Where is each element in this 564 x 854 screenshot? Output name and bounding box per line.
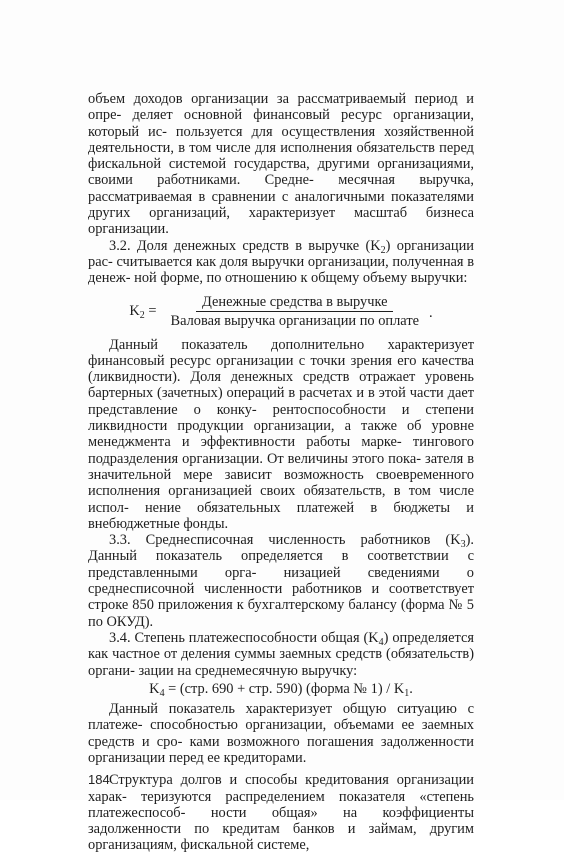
body-text [88, 91, 474, 854]
paragraph-section-3-3: 3.3. Среднесписочная численность работников $(K_3)$. Данный показатель определяется в соответствии с представленными орга- низацией сведениями о среднесписочной численности работников и соответствует строке 850 приложения к бухгалтерскому балансу (форма № 5 по ОКУД). [88, 532, 474, 630]
formula-k2-numerator: Денежные средства в выручке [196, 294, 393, 312]
formula-k2 [88, 292, 474, 332]
page-number: 184 [88, 772, 110, 787]
paragraph-section-3-2: 3.2. Доля денежных средств в выручке $(K_2)$ организации рас- считывается как доля выручки организации, полученная в денеж- ной форме, по отношению к общему объему выручки: [88, 237, 475, 287]
formula-k2-period: . [429, 305, 433, 322]
paragraph-k4-explanation: Данный показатель характеризует общую ситуацию с платеже- способностью организации, объемами ее заемных средств и сро- ками возможного погашения задолженности организации перед ее кредиторами. [88, 701, 474, 766]
formula-k2-denominator: Валовая выручка организации по оплате [170, 313, 419, 330]
paragraph-debt-structure: Структура долгов и способы кредитования организации харак- теризуются распределением показателя «степень платежеспособ- ности общая» на коэффициенты задолженности по кредитам банков и займам, другим организациям, фискальной системе, [88, 772, 474, 854]
formula-k4: $K_4 = (стр$. 690 + стр. 590) (форма № $1) / K_1$. [149, 680, 413, 699]
formula-k2-fraction [165, 294, 425, 330]
formula-k2-lhs: $K_2$ = [129, 303, 157, 322]
paragraph-revenue-intro: объем доходов организации за рассматриваемый период и опре- деляет основной финансовый ресурс организации, который ис- пользуется для осуществления хозяйственной деятельности, в том числе для исполнения обязательств перед фискальной системой государства, другими организациями, своими работниками. Средне- месячная выручка, рассматриваемая в сравнении с аналогичными показателями других организаций, характеризует масштаб бизнеса организации. [88, 91, 474, 238]
paragraph-section-3-4: 3.4. Степень платежеспособности общая $(K_4)$ определяется как частное от деления суммы заемных средств (обязательств) органи- зации на среднемесячную выручку: [88, 629, 474, 679]
paragraph-k2-explanation: Данный показатель дополнительно характеризует финансовый ресурс организации с точки зрения его качества (ликвидности). Доля денежных средств отражает уровень бартерных (зачетных) операций в расчетах и в этой части дает представление о конку- рентоспособности и степени ликвидности продукции организации, а также об уровне менеджмента и эффективности работы марке- тингового подразделения организации. От величины этого пока- зателя в значительной мере зависит возможность своевременного исполнения организацией своих обязательств, в том числе испол- нение обязательных платежей в бюджеты и внебюджетные фонды. [88, 336, 475, 532]
